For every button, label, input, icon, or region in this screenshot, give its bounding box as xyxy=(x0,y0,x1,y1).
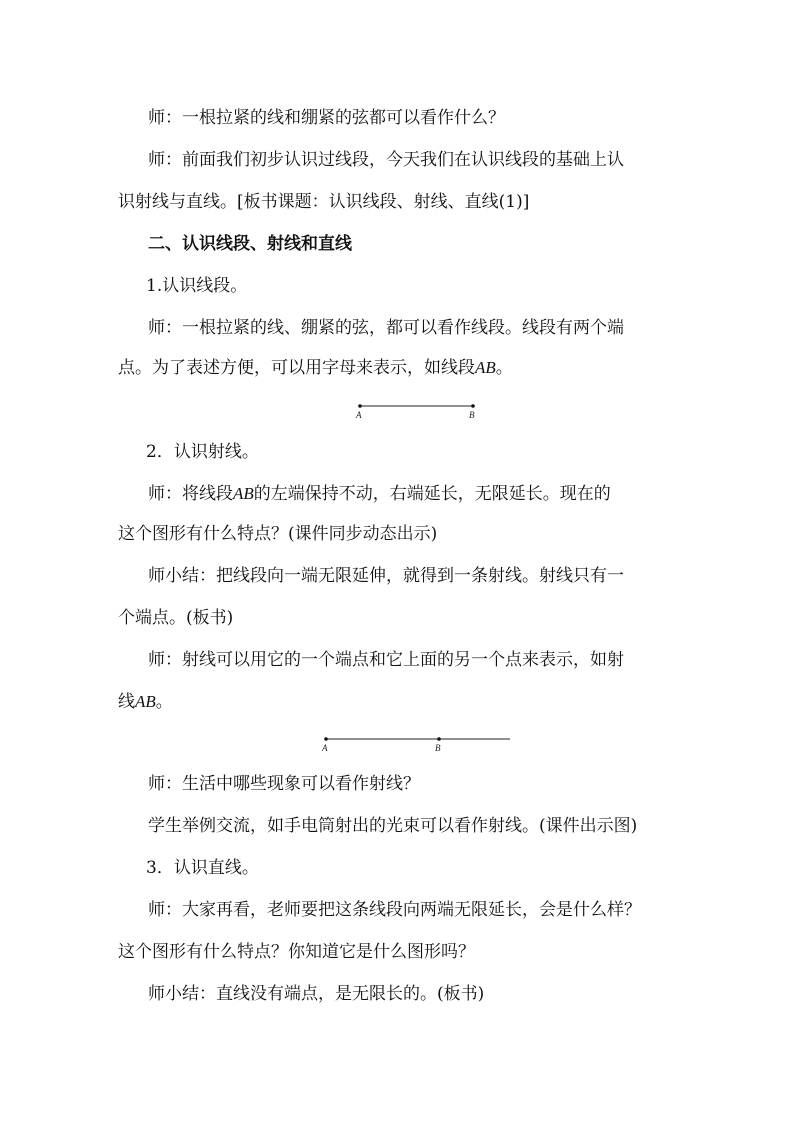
paragraph-ray-notation-line-1: 师：射线可以用它的一个端点和它上面的另一个点来表示，如射 xyxy=(148,650,624,670)
paragraph-ray-notation-line-2 xyxy=(118,690,173,714)
paragraph-segment-line-1: 师：一根拉紧的线、绷紧的弦，都可以看作线段。线段有两个端 xyxy=(148,318,624,338)
text-run: 的左端保持不动，右端延长，无限延长。现在的 xyxy=(253,484,611,504)
text-run: 师：将线段 xyxy=(148,484,233,504)
variable-ab: AB xyxy=(233,484,254,503)
segment-endpoint-a xyxy=(358,404,362,408)
paragraph-ray-line-2: 这个图形有什么特点？(课件同步动态出示) xyxy=(118,524,438,544)
paragraph-student-example: 学生举例交流，如手电筒射出的光束可以看作射线。(课件出示图) xyxy=(148,816,638,836)
ray-figure xyxy=(318,732,514,754)
section-heading: 二、认识线段、射线和直线 xyxy=(148,234,352,254)
paragraph-ray-life-question: 师：生活中哪些现象可以看作射线？ xyxy=(148,774,420,794)
paragraph-ray-summary-line-1: 师小结：把线段向一端无限延伸，就得到一条射线。射线只有一 xyxy=(148,566,624,586)
item-1-title: 1.认识线段。 xyxy=(146,276,248,296)
text-run: 。 xyxy=(155,692,173,712)
ray-label-a: A xyxy=(322,743,328,753)
paragraph-question-line: 师：一根拉紧的线和绷紧的弦都可以看作什么？ xyxy=(148,108,505,128)
segment-endpoint-b xyxy=(471,404,475,408)
variable-ab: AB xyxy=(135,692,156,711)
item-2-title: 2．认识射线。 xyxy=(146,442,259,462)
ray-label-b: B xyxy=(435,743,441,753)
text-run: 点。为了表述方便，可以用字母来表示，如线段 xyxy=(118,358,475,378)
segment-label-b: B xyxy=(469,410,475,420)
paragraph-intro-line-1: 师：前面我们初步认识过线段，今天我们在认识线段的基础上认 xyxy=(148,150,624,170)
paragraph-segment-line-2 xyxy=(118,356,513,380)
segment-label-a: A xyxy=(356,410,362,420)
text-run: 线 xyxy=(118,692,135,712)
ray-endpoint-a xyxy=(324,737,328,741)
paragraph-line-summary: 师小结：直线没有端点，是无限长的。(板书) xyxy=(148,984,485,1004)
paragraph-ray-line-1 xyxy=(148,482,611,506)
segment-figure xyxy=(352,399,482,421)
ray-point-b xyxy=(437,737,441,741)
variable-ab: AB xyxy=(475,358,496,377)
item-3-title: 3．认识直线。 xyxy=(146,858,259,878)
paragraph-ray-summary-line-2: 个端点。(板书) xyxy=(118,608,234,628)
paragraph-line-question-line-1: 师：大家再看，老师要把这条线段向两端无限延长，会是什么样？ xyxy=(148,900,641,920)
paragraph-line-question-line-2: 这个图形有什么特点？你知道它是什么图形吗？ xyxy=(118,942,475,962)
text-run: 。 xyxy=(495,358,513,378)
paragraph-intro-line-2: 识射线与直线。[板书课题：认识线段、射线、直线(1)] xyxy=(118,192,530,212)
